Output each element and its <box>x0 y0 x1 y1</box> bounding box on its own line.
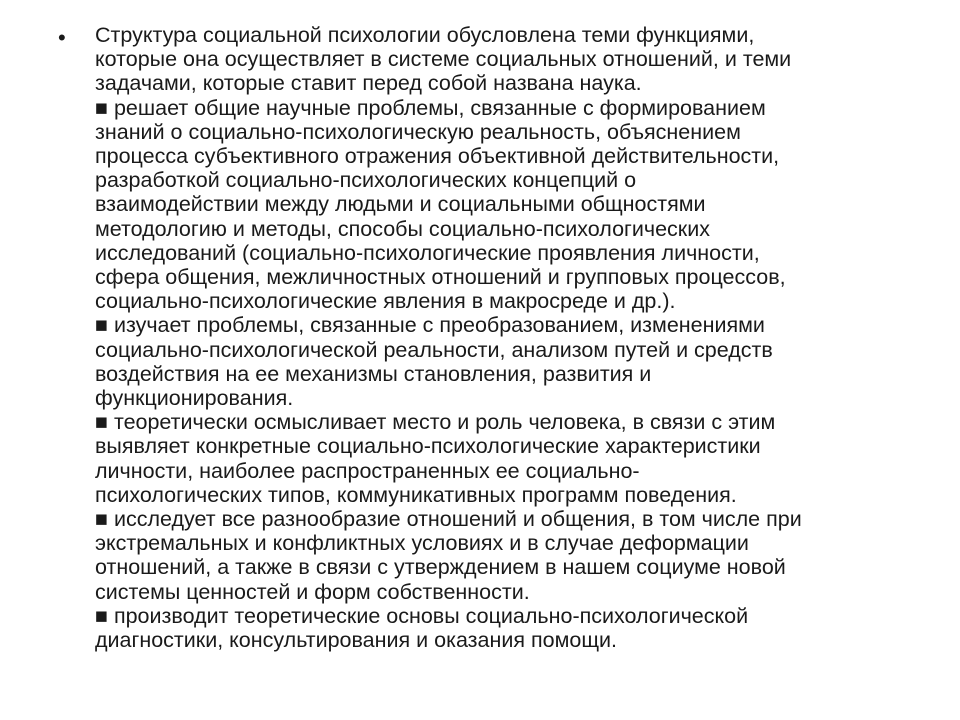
text-line: взаимодействии между людьми и социальными общностями <box>95 192 706 217</box>
text-line: психологических типов, коммуникативных программ поведения. <box>95 482 737 507</box>
text-line: функционирования. <box>95 386 294 411</box>
text-line: ■ решает общие научные проблемы, связанные с формированием <box>95 95 766 120</box>
text-line: исследований (социально-психологические проявления личности, <box>95 240 760 265</box>
text-line: процесса субъективного отражения объективной действительности, <box>95 144 780 169</box>
text-line: методологию и методы, способы социально-психологических <box>95 216 710 241</box>
text-line: воздействия на ее механизмы становления, развития и <box>95 361 652 386</box>
text-line: системы ценностей и форм собственности. <box>95 579 530 604</box>
text-line: ■ исследует все разнообразие отношений и общения, в том числе при <box>95 507 802 532</box>
text-line: ■ производит теоретические основы социально-психологической <box>95 603 749 628</box>
text-line: социально-психологической реальности, анализом путей и средств <box>95 337 773 362</box>
text-line: ■ теоретически осмысливает место и роль человека, в связи с этим <box>95 410 776 435</box>
text-line: социально-психологические явления в макросреде и др.). <box>95 289 676 314</box>
bullet-dot-icon: • <box>58 25 66 50</box>
text-line: отношений, а также в связи с утверждением в нашем социуме новой <box>95 555 786 580</box>
text-line: экстремальных и конфликтных условиях и в случае деформации <box>95 531 749 556</box>
text-line: ■ изучает проблемы, связанные с преобразованием, изменениями <box>95 313 765 338</box>
text-line: которые она осуществляет в системе социальных отношений, и теми <box>95 47 792 72</box>
text-line: задачами, которые ставит перед собой названа наука. <box>95 71 642 96</box>
text-line: разработкой социально-психологических концепций о <box>95 168 637 193</box>
text-line: выявляет конкретные социально-психологические характеристики <box>95 434 761 459</box>
text-line: сфера общения, межличностных отношений и групповых процессов, <box>95 265 786 290</box>
text-line: знаний о социально-психологическую реальность, объяснением <box>95 119 741 144</box>
text-line: личности, наиболее распространенных ее социально- <box>95 458 640 483</box>
slide-text-block <box>95 23 945 652</box>
text-line: Структура социальной психологии обусловлена теми функциями, <box>95 23 755 47</box>
text-line: диагностики, консультирования и оказания помощи. <box>95 628 617 653</box>
